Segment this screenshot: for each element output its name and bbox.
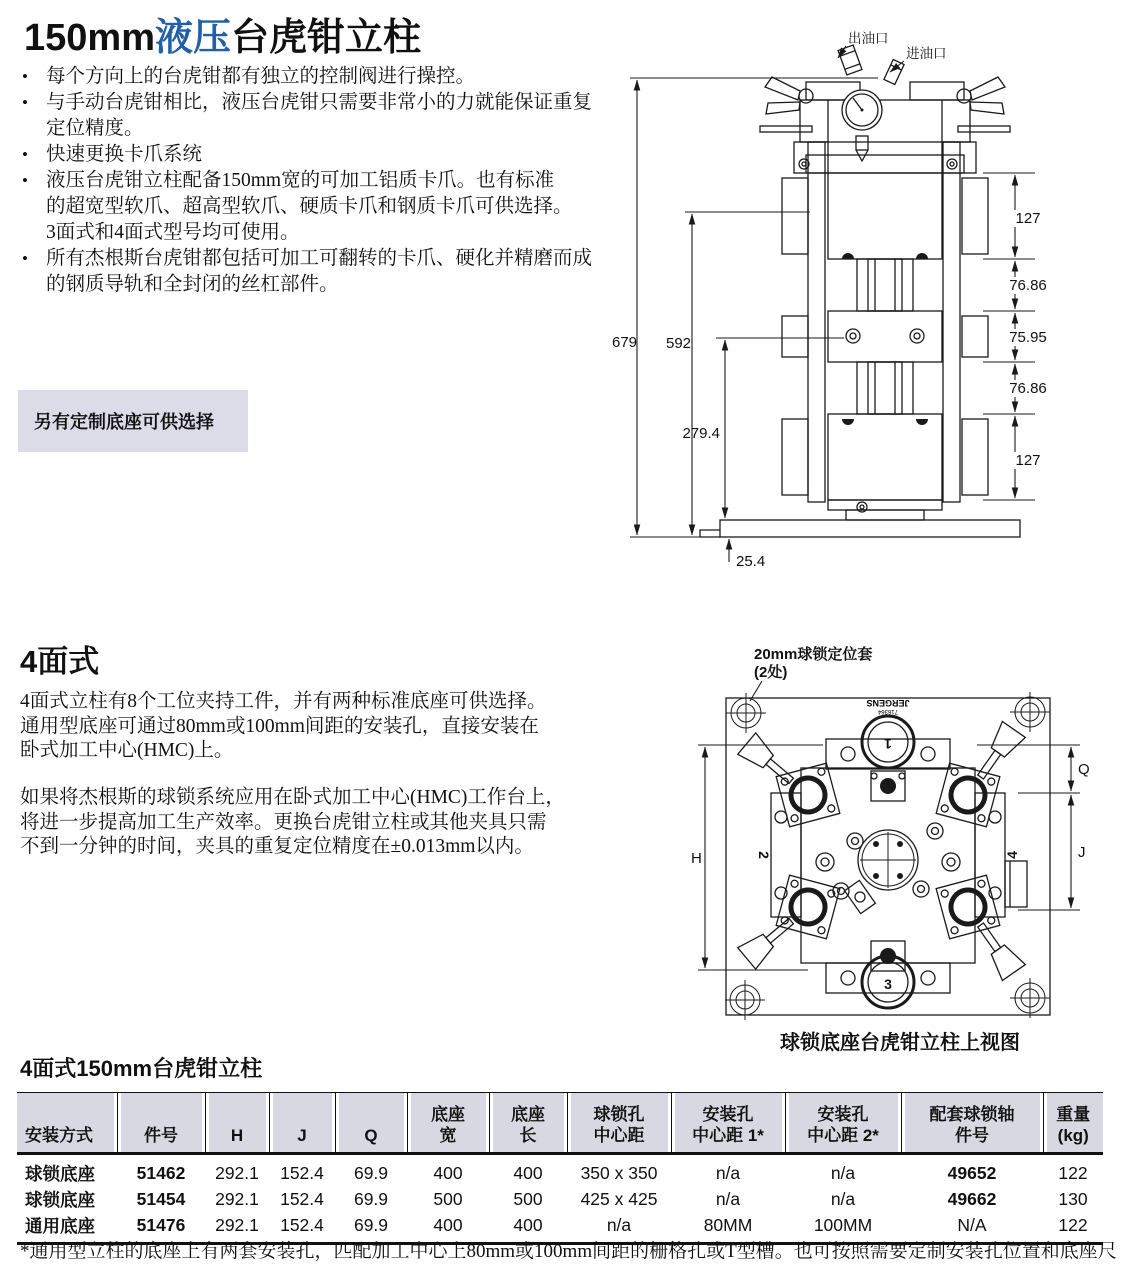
dimension-lines — [630, 78, 1035, 562]
cell: 500 — [513, 1188, 543, 1209]
dim-jaw-top: 127 — [1015, 210, 1041, 227]
cell: 51462 — [136, 1162, 186, 1183]
plate-marking — [866, 698, 909, 714]
bullet-text: 每个方向上的台虎钳都有独立的控制阀进行操控。 — [46, 66, 476, 87]
bullet-icon: • — [22, 171, 28, 190]
note-box-text: 另有定制底座可供选择 — [34, 412, 214, 432]
dim-q-label: Q — [1078, 761, 1090, 778]
cell: 152.4 — [269, 1212, 335, 1244]
paragraph-line: 如果将杰根斯的球锁系统应用在卧式加工中心(HMC)工作台上， — [20, 787, 565, 808]
dimension-labels — [612, 210, 1052, 570]
bullet-text: 的钢质导轨和全封闭的丝杠部件。 — [46, 274, 339, 295]
plate-number-text: 716364 — [877, 708, 899, 714]
cell: n/a — [830, 1188, 856, 1209]
dim-gap-lower: 76.86 — [1009, 380, 1047, 397]
outlet-port-label: 出油口 — [848, 31, 889, 46]
spec-table — [17, 1092, 1103, 1245]
cell: n/a — [830, 1162, 856, 1183]
col-header-mount-type: 安装方式 — [17, 1093, 117, 1154]
paragraph-line: 4面式立柱有8个工位夹持工件，并有两种标准底座可供选择。 — [20, 691, 547, 712]
base-plate — [720, 520, 1020, 537]
bullet-text: 所有杰根斯台虎钳都包括可加工可翻转的卡爪、硬化并精磨而成 — [46, 248, 593, 269]
cell: 130 — [1058, 1188, 1088, 1209]
bullet-text: 定位精度。 — [46, 118, 144, 139]
cell: 292.1 — [215, 1188, 259, 1209]
top-view-drawing — [688, 645, 1122, 1030]
dim-column-height: 592 — [666, 335, 692, 352]
ball-lock-callout-line1: 20mm球锁定位套 — [754, 646, 873, 663]
cell: 122 — [1043, 1212, 1103, 1244]
col-header-j: J — [269, 1093, 335, 1154]
top-view-caption: 球锁底座台虎钳立柱上视图 — [780, 1032, 1020, 1054]
col-header-base-length: 底座 长 — [489, 1093, 567, 1154]
station-2-label: 2 — [756, 851, 772, 859]
bullet-icon: • — [22, 67, 28, 86]
cell: 400 — [407, 1212, 489, 1244]
inlet-port-label: 进油口 — [906, 46, 947, 61]
col-header-q: Q — [335, 1093, 407, 1154]
table-title: 4面式150mm台虎钳立柱 — [20, 1056, 263, 1081]
station-4-label: 4 — [1004, 851, 1020, 859]
dim-jaw-bottom: 127 — [1015, 452, 1041, 469]
dim-j-label: J — [1078, 844, 1086, 861]
cell: 69.9 — [335, 1212, 407, 1244]
title-accent: 液压 — [154, 17, 231, 59]
cell: N/A — [901, 1212, 1043, 1244]
valve-assembly — [760, 45, 1010, 173]
cell: 350 x 350 — [580, 1162, 658, 1183]
col-header-h: H — [205, 1093, 269, 1154]
cell: 49652 — [947, 1162, 997, 1183]
title-size: 150mm — [24, 17, 155, 59]
inlet-pipe — [884, 59, 904, 84]
col-header-base-width: 底座 宽 — [407, 1093, 489, 1154]
paragraph-line: 通用型底座可通过80mm或100mm间距的安装孔，直接安装在 — [20, 715, 539, 737]
header-row — [17, 1093, 1103, 1154]
cell: 球锁底座 — [25, 1189, 95, 1210]
front-view-drawing — [610, 30, 1070, 575]
cell: 通用底座 — [17, 1212, 117, 1244]
paragraph-line: 卧式加工中心(HMC)上。 — [20, 740, 234, 761]
ball-lock-callout-line2: (2处) — [754, 664, 788, 681]
cell: 100MM — [785, 1212, 901, 1244]
bullet-text: 3面式和4面式型号均可使用。 — [46, 222, 300, 243]
outlet-pipe — [838, 45, 862, 75]
cell: 500 — [433, 1188, 463, 1209]
bullet-icon: • — [22, 249, 28, 268]
dim-gap-upper: 76.86 — [1009, 277, 1047, 294]
cell: 152.4 — [280, 1162, 324, 1183]
cell: n/a — [715, 1162, 741, 1183]
cell: 51476 — [117, 1212, 205, 1244]
cell: 400 — [433, 1162, 463, 1183]
list-item — [22, 90, 647, 142]
cell: 球锁底座 — [25, 1163, 95, 1184]
paragraph-line: 不到一分钟的时间，夹具的重复定位精度在±0.013mm以内。 — [20, 836, 534, 857]
custom-base-note-box — [18, 390, 248, 452]
col-header-mount-hole-spacing-2: 安装孔 中心距 2* — [785, 1093, 901, 1154]
bullet-text: 快速更换卡爪系统 — [46, 144, 203, 165]
feature-bullet-list — [22, 64, 647, 298]
station-3-label: 3 — [884, 976, 892, 992]
list-item — [22, 246, 647, 298]
title-suffix: 台虎钳立柱 — [231, 17, 422, 59]
bullet-text: 与手动台虎钳相比，液压台虎钳只需要非常小的力就能保证重复 — [46, 92, 593, 113]
table-row — [17, 1186, 1103, 1212]
cell: 122 — [1058, 1162, 1088, 1183]
page-title — [24, 6, 421, 61]
table-row — [17, 1154, 1103, 1187]
column-top-view-body — [738, 716, 1027, 1008]
cell: n/a — [567, 1212, 671, 1244]
col-header-weight: 重量 (kg) — [1043, 1093, 1103, 1154]
vise-column-body — [700, 142, 1020, 537]
col-header-mount-hole-spacing-1: 安装孔 中心距 1* — [671, 1093, 785, 1154]
cell: 49662 — [947, 1188, 997, 1209]
cell: 80MM — [671, 1212, 785, 1244]
col-header-part-number: 件号 — [117, 1093, 205, 1154]
section-paragraph-2 — [20, 786, 620, 860]
cell: 400 — [489, 1212, 567, 1244]
bullet-icon: • — [22, 145, 28, 164]
dim-lower-span: 279.4 — [682, 425, 720, 442]
table-footnote: *通用型立柱的底座上有两套安装孔，匹配加工中心上80mm或100mm间距的栅格孔或T型槽。也可按照需要定制安装孔位置和底座尺 — [20, 1241, 1117, 1262]
col-header-shank-part-number: 配套球锁轴 件号 — [901, 1093, 1043, 1154]
section-heading: 4面式 — [20, 644, 100, 679]
cell: 69.9 — [353, 1188, 389, 1209]
station-1-label: 1 — [884, 736, 892, 752]
cell: 292.1 — [215, 1162, 259, 1183]
dim-h-label: H — [691, 850, 702, 867]
bullet-text: 液压台虎钳立柱配备150mm宽的可加工铝质卡爪。也有标准 — [46, 170, 555, 191]
list-item — [22, 142, 647, 168]
cell: 400 — [513, 1162, 543, 1183]
dim-jaw-mid: 75.95 — [1009, 329, 1047, 346]
list-item — [22, 168, 647, 246]
cell: 69.9 — [353, 1162, 389, 1183]
cell: 51454 — [136, 1188, 186, 1209]
dim-total-height: 679 — [612, 334, 638, 351]
cell: 152.4 — [280, 1188, 324, 1209]
cell: 292.1 — [205, 1212, 269, 1244]
cell: n/a — [715, 1188, 741, 1209]
cell: 425 x 425 — [580, 1188, 658, 1209]
col-header-ball-lock-spacing: 球锁孔 中心距 — [567, 1093, 671, 1154]
list-item — [22, 64, 647, 90]
section-paragraph-1 — [20, 690, 620, 764]
dim-base-thickness: 25.4 — [736, 553, 766, 570]
brand-logo-text: JERGENS — [866, 698, 910, 708]
bullet-icon: • — [22, 93, 28, 112]
paragraph-line: 将进一步提高加工生产效率。更换台虎钳立柱或其他夹具只需 — [20, 811, 547, 833]
bullet-text: 的超宽型软爪、超高型软爪、硬质卡爪和钢质卡爪可供选择。 — [46, 196, 573, 217]
